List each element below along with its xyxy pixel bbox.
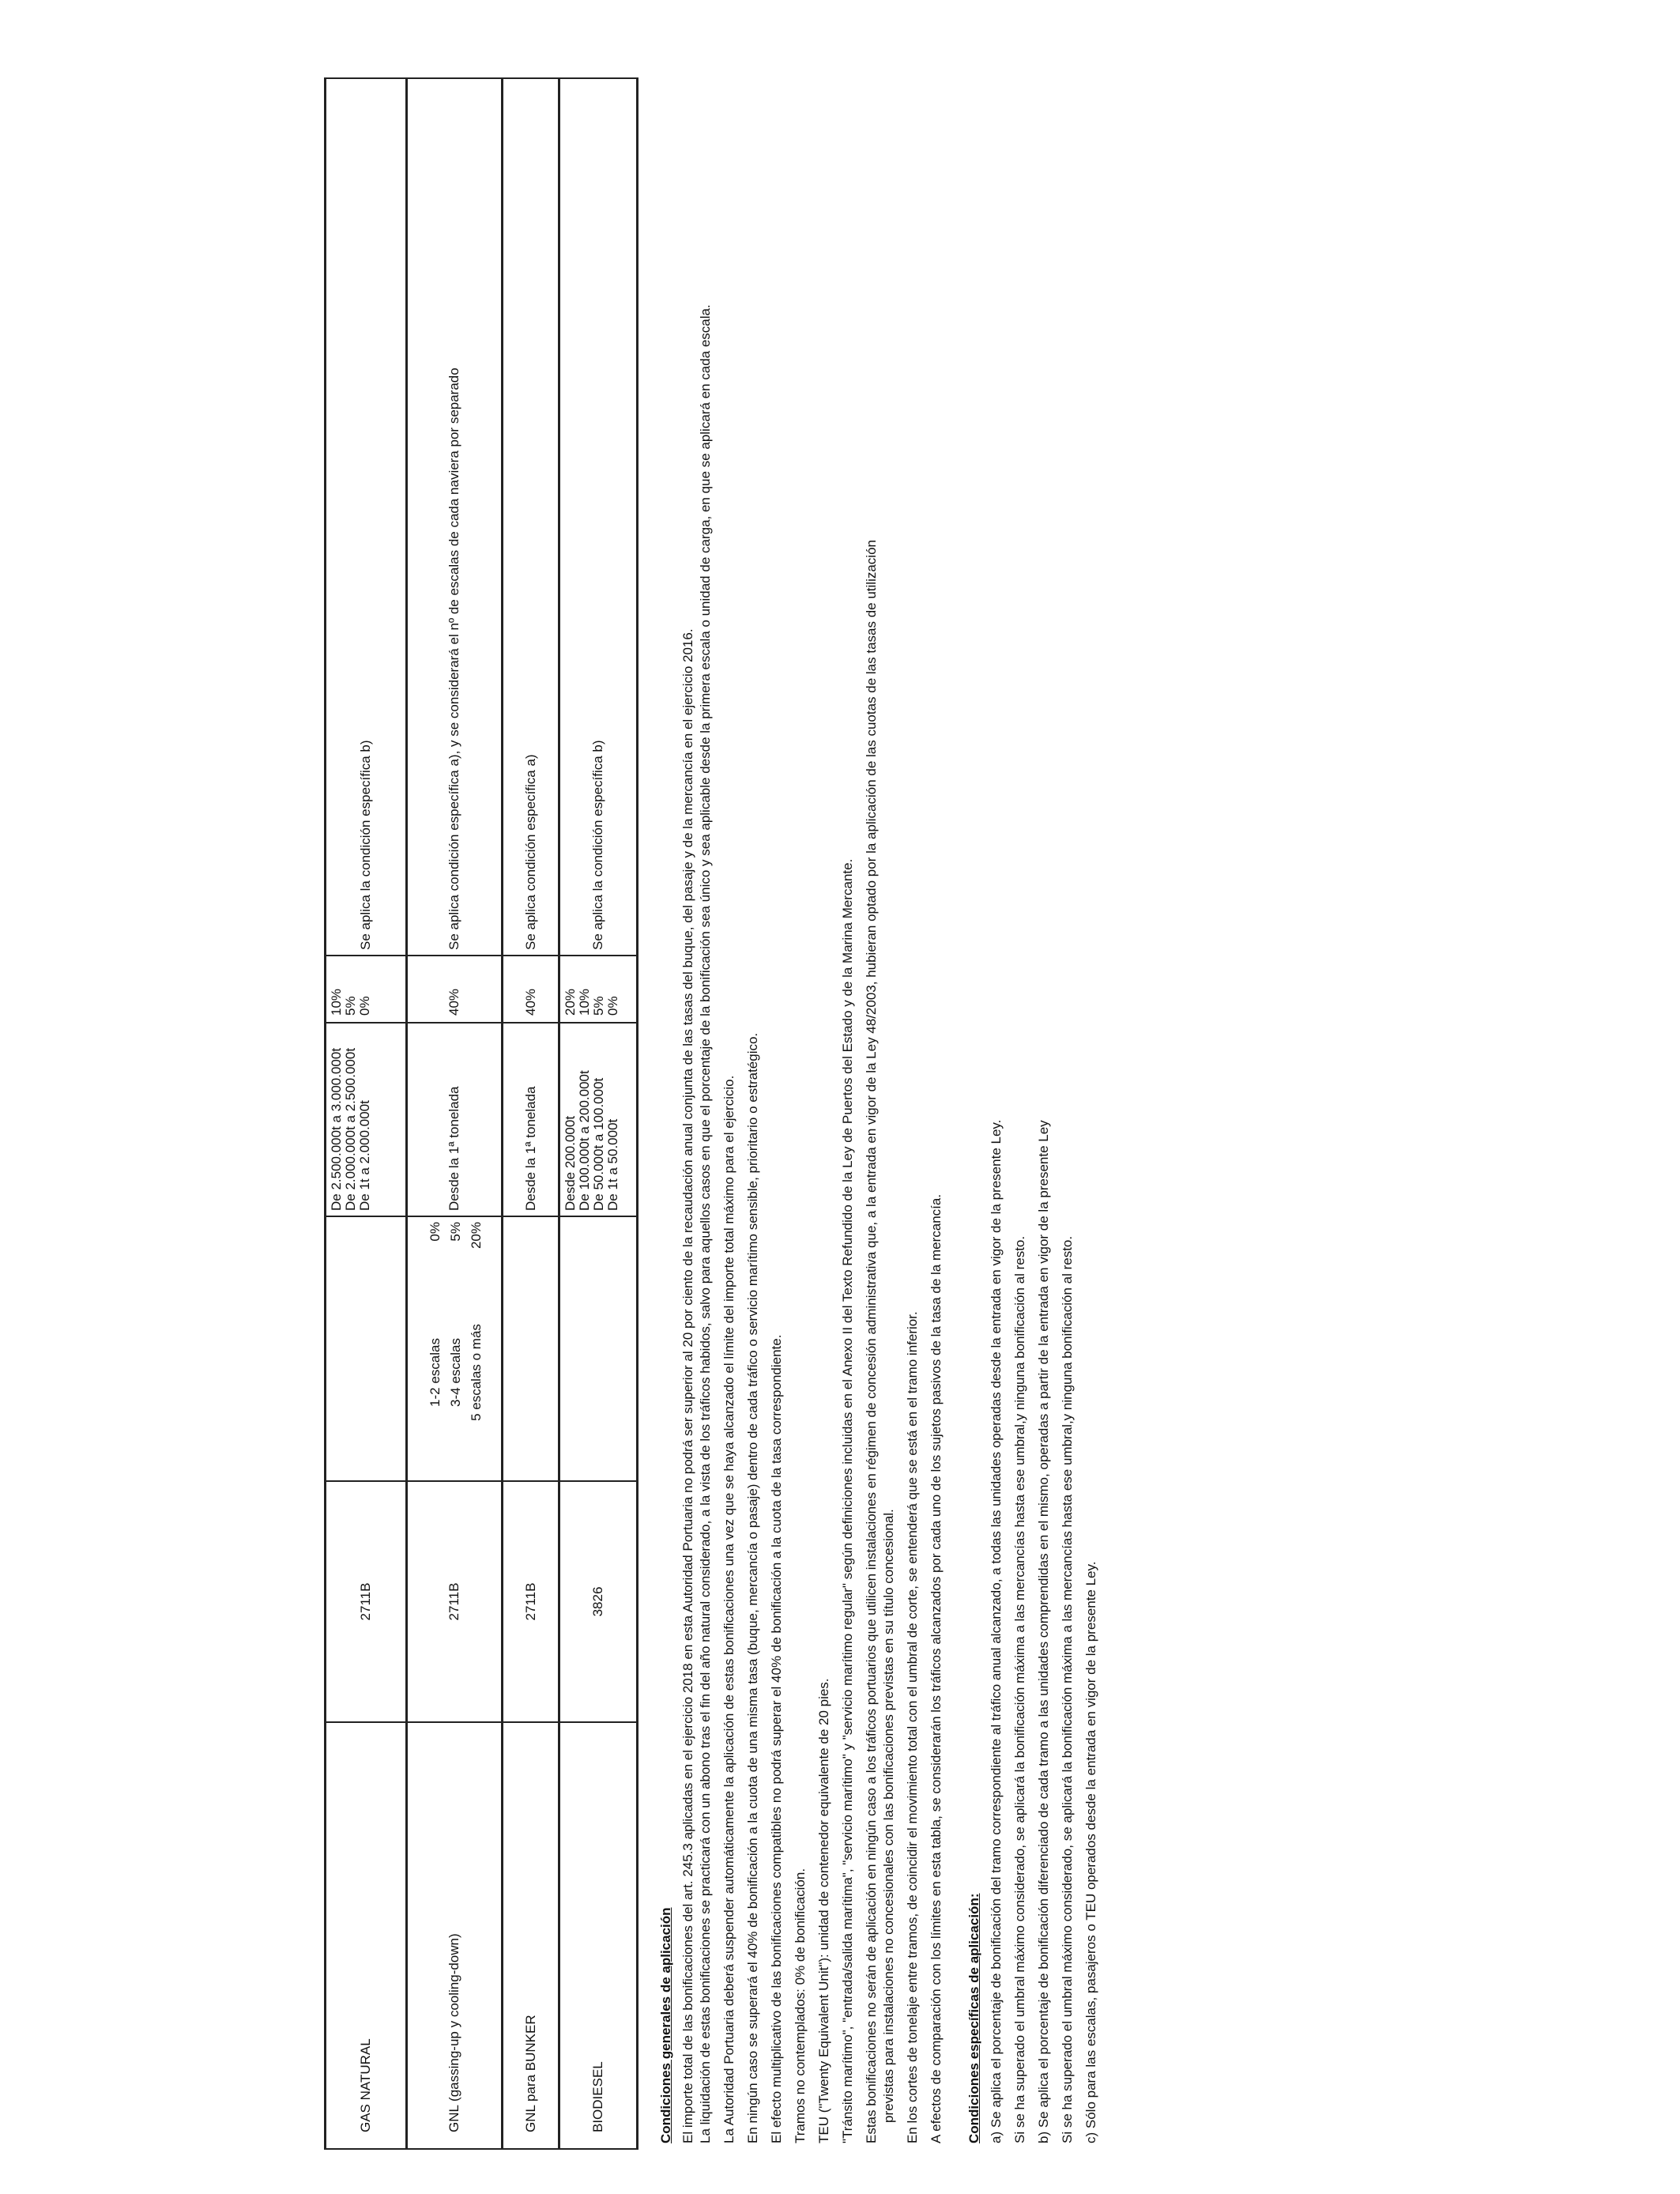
bonification-table (324, 77, 638, 2150)
bonificacion-cell (326, 956, 407, 1023)
condition-cell: Se aplica condición específica a) (503, 78, 559, 956)
condition-cell: Se aplica la condición específica b) (559, 78, 638, 956)
general-condition-text: previstas para instalaciones no concesionales con las bonificaciones previstas en su título concesional. (881, 1509, 896, 2123)
general-condition-text: Estas bonificaciones no serán de aplicación en ningún caso a los tráficos portuarios que utilicen instalaciones en régimen de concesión administrativa que, a la entrada en vigor de la Ley 48/2003, hubieran optado por la aplicación de las cuotas de las tasas de utilización (864, 540, 879, 2143)
product-code: 2711B (326, 1481, 407, 1722)
scales-cell (407, 1216, 503, 1481)
product-code: 2711B (407, 1481, 503, 1722)
specific-condition-text: Si se ha superado el umbral máximo considerado, se aplicará la bonificación máxima a las mercancías hasta ese umbral,y ninguna bonificación al resto. (1060, 1235, 1075, 2143)
tramo: De 2.000.000t a 2.500.000t (343, 1047, 358, 1211)
bonificacion: 5% (343, 996, 358, 1016)
specific-condition-text: Si se ha superado el umbral máximo considerado, se aplicará la bonificación máxima a las mercancías hasta ese umbral,y ninguna bonificación al resto. (1012, 1235, 1027, 2143)
bonificacion: 10% (329, 988, 344, 1016)
product-name: BIODIESEL (559, 1722, 638, 2149)
tramo: De 1t a 50.000t (605, 1118, 620, 1211)
product-code: 2711B (503, 1481, 559, 1722)
general-conditions-heading: Condiciones generales de aplicación (658, 1907, 673, 2143)
tramo: De 2.500.000t a 3.000.000t (329, 1047, 344, 1211)
scale-percent: 0% (428, 1222, 443, 1242)
bonificacion: 10% (577, 988, 592, 1016)
bonificacion: 0% (357, 996, 372, 1016)
general-condition-text: "Tránsito marítimo", "entrada/salida marítima", "servicio marítimo" y "servicio marítimo regular" según definiciones incluidas en el Anexo II del Texto Refundido de la Ley de Puertos del Estado y de la Marina Mercante. (840, 858, 855, 2143)
product-name: GNL (gassing-up y cooling-down) (407, 1722, 503, 2149)
table-row (407, 78, 503, 2149)
bonificacion: 0% (605, 996, 620, 1016)
scale-label: 1-2 escalas (428, 1338, 443, 1407)
scale-label: 3-4 escalas (448, 1338, 463, 1407)
tramo: Desde 200.000t (563, 1115, 578, 1211)
specific-condition-text: c) Sólo para las escalas, pasajeros o TEU operados desde la entrada en vigor de la presente Ley. (1083, 1561, 1098, 2143)
tramo: Desde la 1ª tonelada (522, 1086, 538, 1211)
bonificacion: 5% (591, 996, 606, 1016)
spacer (951, 79, 966, 2143)
scales-grid (416, 1217, 492, 1480)
tramos-cell (326, 1023, 407, 1216)
tramos-cell (503, 1023, 559, 1216)
product-code: 3826 (559, 1481, 638, 1722)
bonificacion: 40% (522, 988, 538, 1016)
general-condition-text: El efecto multiplicativo de las bonificaciones compatibles no podrá superar el 40% de bonificación a la cuota de la tasa correspondiente. (769, 1334, 784, 2143)
tramo: De 1t a 2.000.000t (357, 1100, 372, 1211)
product-name: GAS NATURAL (326, 1722, 407, 2149)
bonificacion: 40% (446, 988, 461, 1016)
tramos-cell (559, 1023, 638, 1216)
scale-percent: 20% (469, 1222, 484, 1250)
condition-cell: Se aplica condición específica a), y se considerará el nº de escalas de cada naviera por separado (407, 78, 503, 956)
general-condition-text: Tramos no contemplados: 0% de bonificación. (793, 1868, 808, 2143)
tramo: De 50.000t a 100.000t (591, 1077, 606, 1211)
specific-conditions-heading: Condiciones específicas de aplicación: (966, 1893, 981, 2143)
general-condition-text: En ningún caso se superará el 40% de bonificación a la cuota de una misma tasa (buque, mercancía o pasaje) dentro de cada tráfico o servicio marítimo sensible, prioritario o estratégico. (745, 1032, 760, 2143)
tramo: De 100.000t a 200.000t (577, 1070, 592, 1211)
general-condition-text: La liquidación de estas bonificaciones se practicará con un abono tras el fin del año natural considerado, a la vista de los tráficos habidos, salvo para aquellos casos en que el porcentaje de la bonificación sea único y sea aplicable desde la primera escala o unidad de carga, en que se aplicará en cada escala. (698, 304, 713, 2143)
product-name: GNL para BUNKER (503, 1722, 559, 2149)
scale-percent: 5% (448, 1222, 463, 1242)
scales-cell (559, 1216, 638, 1481)
scales-cell (503, 1216, 559, 1481)
bonificacion-cell (407, 956, 503, 1023)
rotated-page-content (324, 79, 1225, 2150)
general-condition-text: A efectos de comparación con los límites en esta tabla, se considerarán los tráficos alcanzados por cada uno de los sujetos pasivos de la tasa de la mercancía. (929, 1193, 944, 2143)
table-row (503, 78, 559, 2149)
condition-cell: Se aplica la condición específica b) (326, 78, 407, 956)
bonificacion-cell (559, 956, 638, 1023)
specific-condition-text: b) Se aplica el porcentaje de bonificación diferenciado de cada tramo a las unidades comprendidas en el mismo, operadas a partir de la entrada en vigor de la presente Ley (1036, 1120, 1051, 2143)
tramos-cell (407, 1023, 503, 1216)
general-condition-text: En los cortes de tonelaje entre tramos, de coincidir el movimiento total con el umbral de corte, se entenderá que se está en el tramo inferior. (905, 1311, 920, 2143)
table-row (559, 78, 638, 2149)
general-condition-text: La Autoridad Portuaria deberá suspender automáticamente la aplicación de estas bonificaciones una vez que se haya alcanzado el límite del importe total máximo para el ejercicio. (721, 1075, 736, 2143)
bonificacion-cell (503, 956, 559, 1023)
general-condition-text: TEU ("Twenty Equivalent Unit"): unidad de contenedor equivalente de 20 pies. (816, 1678, 831, 2143)
general-condition-text: El importe total de las bonificaciones del art. 245.3 aplicadas en el ejercicio 2018 en esta Autoridad Portuaria no podrá ser superior al 20 por ciento de la recaudación anual conjunta de las tasas del buque, del pasaje y de la mercancía en el ejercicio 2016. (680, 628, 695, 2143)
bonificacion: 20% (563, 988, 578, 1016)
specific-condition-text: a) Se aplica el porcentaje de bonificación del tramo correspondiente al tráfico anual alcanzado, a todas las unidades operadas desde la entrada en vigor de la presente Ley. (989, 1119, 1004, 2143)
table-row (326, 78, 407, 2149)
notes-section (657, 79, 1100, 2150)
scales-cell (326, 1216, 407, 1481)
tramo: Desde la 1ª tonelada (446, 1086, 461, 1211)
scale-label: 5 escalas o más (469, 1324, 484, 1421)
